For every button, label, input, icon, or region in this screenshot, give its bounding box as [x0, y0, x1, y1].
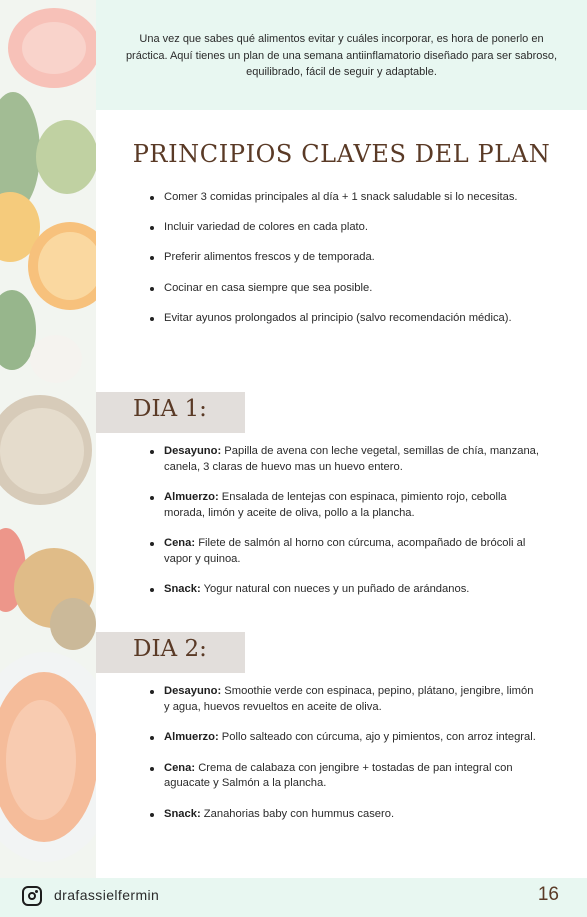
- day-1-meal-list: [150, 444, 542, 598]
- meal-item-dinner: [150, 761, 542, 792]
- instagram-handle: drafassielfermin: [54, 887, 160, 903]
- meal-label: Almuerzo:: [164, 731, 219, 743]
- meal-label: Snack:: [164, 583, 201, 595]
- intro-band: [96, 0, 587, 110]
- meal-text: Pollo salteado con cúrcuma, ajo y pimientos, con arroz integral.: [218, 731, 536, 743]
- meal-text: Filete de salmón al horno con cúrcuma, acompañado de brócoli al vapor y quinoa.: [164, 537, 526, 565]
- meal-label: Desayuno:: [164, 445, 222, 457]
- instagram-icon: [22, 886, 42, 906]
- list-item: Preferir alimentos frescos y de temporada.: [150, 250, 542, 266]
- list-item: Comer 3 comidas principales al día + 1 snack saludable si lo necesitas.: [150, 190, 542, 206]
- meal-text: Smoothie verde con espinaca, pepino, plátano, jengibre, limón y agua, huevos revueltos en aceite de oliva.: [164, 685, 534, 713]
- intro-text: Una vez que sabes qué alimentos evitar y cuáles incorporar, es hora de ponerlo en práctica. Aquí tienes un plan de una semana antiinflamatorio diseñado para ser sabroso, equilibrado, fácil de seguir y adaptable.: [125, 33, 558, 78]
- meal-text: Yogur natural con nueces y un puñado de arándanos.: [200, 583, 470, 595]
- meal-text: Crema de calabaza con jengibre + tostadas de pan integral con aguacate y Salmón a la plancha.: [164, 761, 513, 789]
- meal-item-snack: [150, 582, 542, 598]
- meal-label: Cena:: [164, 537, 196, 549]
- list-item: Evitar ayunos prolongados al principio (salvo recomendación médica).: [150, 311, 542, 327]
- list-item: Incluir variedad de colores en cada plato.: [150, 220, 542, 236]
- meal-item-lunch: [150, 490, 542, 521]
- day-title: DIA 1:: [133, 396, 207, 422]
- meal-item-snack: [150, 807, 542, 823]
- meal-text: Papilla de avena con leche vegetal, semillas de chía, manzana, canela, 3 claras de huevo mas un huevo entero.: [164, 445, 539, 473]
- day-heading-1: [96, 392, 245, 433]
- principles-list: [150, 190, 542, 327]
- meal-text: Ensalada de lentejas con espinaca, pimiento rojo, cebolla morada, limón y aceite de oliva, pollo a la plancha.: [164, 491, 507, 519]
- meal-text: Zanahorias baby con hummus casero.: [200, 807, 395, 820]
- day-title: DIA 2:: [133, 636, 207, 662]
- meal-item-breakfast: [150, 684, 542, 715]
- footer: [0, 878, 587, 917]
- page-number: 16: [537, 884, 559, 905]
- day-2-meal-list: [150, 684, 542, 822]
- meal-label: Desayuno:: [164, 685, 222, 697]
- meal-label: Cena:: [164, 761, 196, 774]
- food-photo-strip: [0, 0, 96, 878]
- day-heading-2: [96, 632, 245, 673]
- meal-item-dinner: [150, 536, 542, 567]
- meal-label: Almuerzo:: [164, 491, 219, 503]
- page-title: PRINCIPIOS CLAVES DEL PLAN: [132, 140, 551, 168]
- meal-item-breakfast: [150, 444, 542, 475]
- meal-item-lunch: [150, 730, 542, 746]
- meal-label: Snack:: [164, 807, 201, 820]
- list-item: Cocinar en casa siempre que sea posible.: [150, 281, 542, 297]
